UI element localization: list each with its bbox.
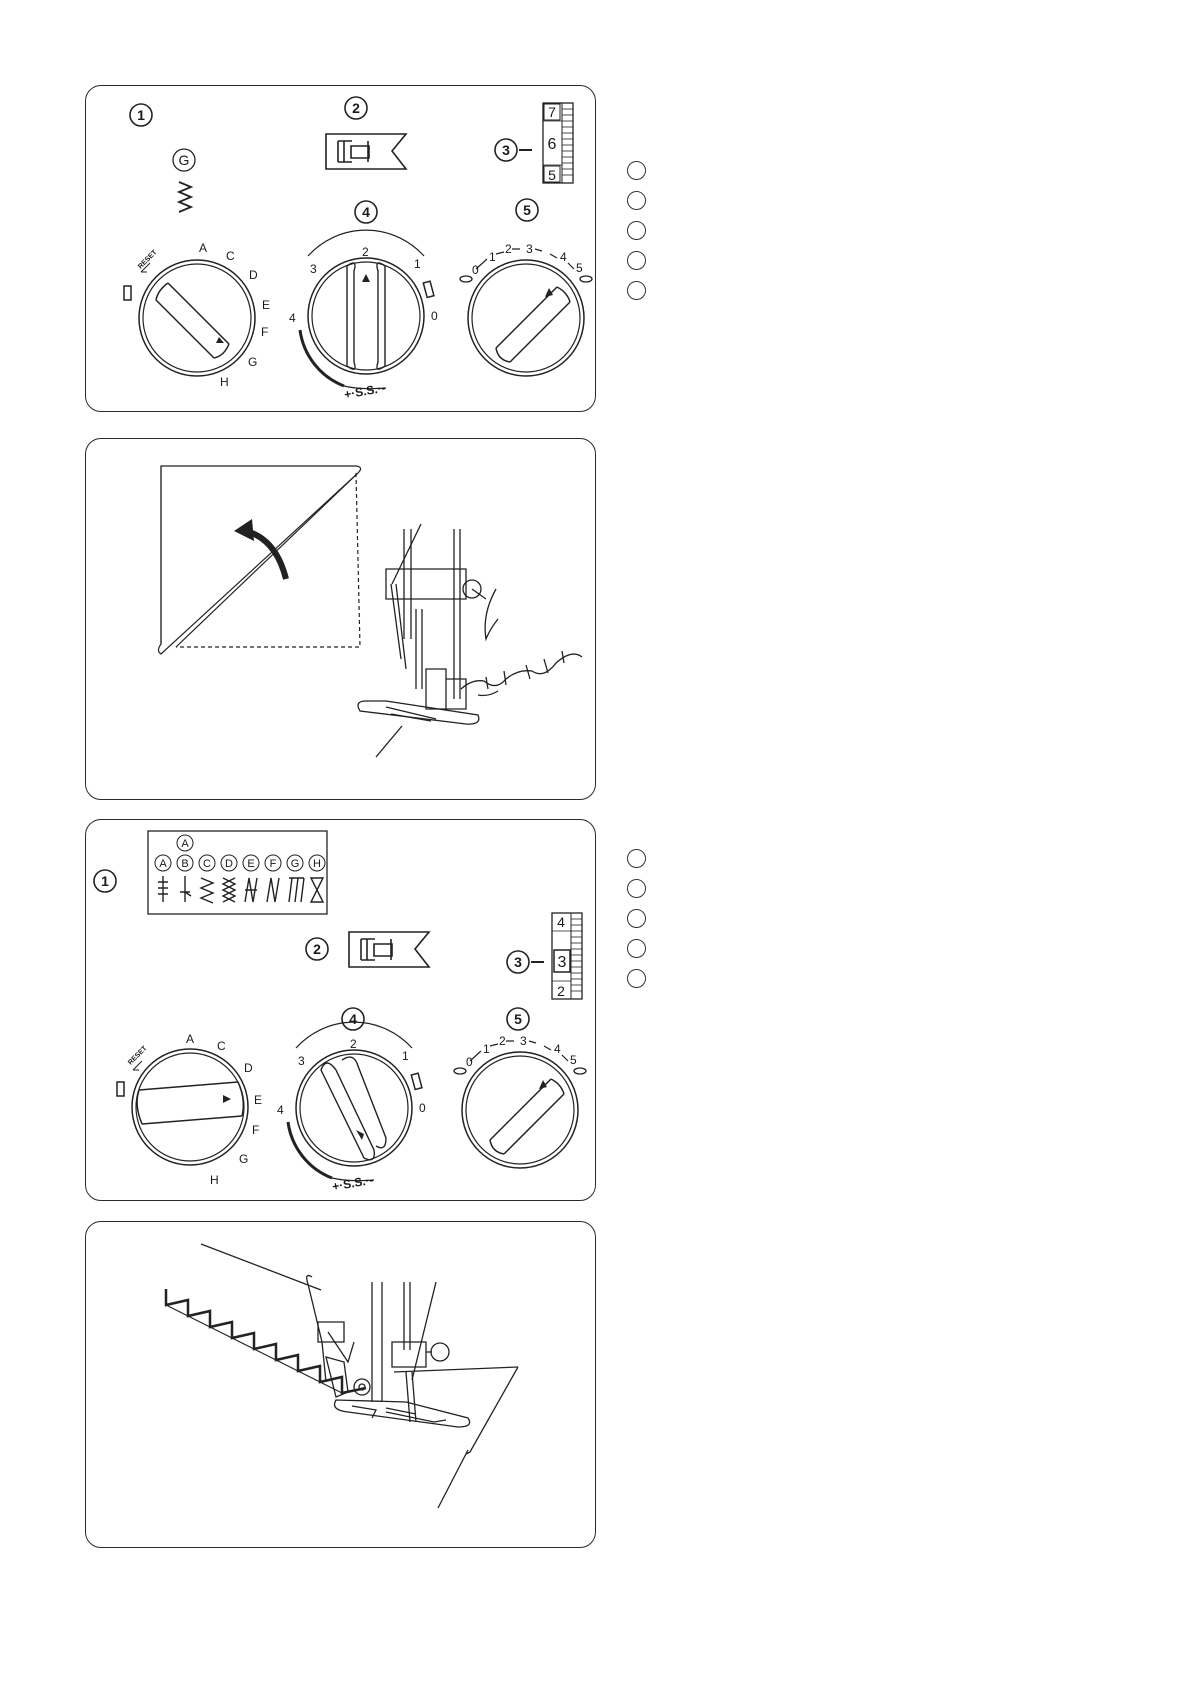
svg-text:G: G: [290, 858, 300, 870]
callout-4: [342, 1008, 364, 1030]
presser-foot-sewing-icon: [358, 524, 582, 757]
svg-text:F: F: [252, 1123, 260, 1137]
side-callout: [627, 969, 646, 988]
svg-text:G: G: [248, 355, 258, 369]
svg-text:4: 4: [277, 1103, 284, 1117]
settings-diagram-2: [86, 820, 597, 1202]
svg-text:3: 3: [298, 1054, 305, 1068]
settings-diagram-1: [86, 86, 597, 413]
callout-1: [94, 870, 116, 892]
svg-text:4: 4: [289, 311, 296, 325]
svg-text:3: 3: [557, 954, 567, 971]
svg-text:A: A: [186, 1032, 195, 1046]
stitch-width-dial: [277, 1022, 426, 1194]
callout-4: [355, 201, 377, 223]
svg-text:3: 3: [310, 262, 317, 276]
svg-text:3: 3: [514, 954, 522, 970]
svg-text:D: D: [244, 1061, 253, 1075]
svg-text:6: 6: [547, 136, 557, 153]
side-callout: [627, 939, 646, 958]
side-callout-list-1: [627, 161, 646, 311]
svg-text:4: 4: [560, 250, 567, 264]
callout-2: [306, 938, 328, 960]
svg-text:4: 4: [557, 914, 565, 930]
svg-text:1: 1: [414, 257, 421, 271]
side-callout: [627, 909, 646, 928]
svg-text:E: E: [247, 858, 255, 870]
svg-text:+·S.S.·-: +·S.S.·-: [331, 1172, 375, 1194]
pattern-chart: [148, 831, 327, 914]
svg-text:C: C: [203, 858, 211, 870]
svg-text:2: 2: [499, 1034, 506, 1048]
pattern-selector-dial: [124, 241, 270, 389]
side-callout: [627, 281, 646, 300]
stitch-length-dial: [543, 103, 573, 183]
svg-text:4: 4: [349, 1011, 357, 1027]
settings-panel-pattern-chart: [85, 819, 596, 1201]
pattern-indicator: [173, 149, 195, 212]
svg-text:2: 2: [352, 100, 360, 116]
illustration-panel-zigzag-edge: [85, 1221, 596, 1548]
svg-text:C: C: [217, 1039, 226, 1053]
svg-text:1: 1: [101, 873, 109, 889]
svg-text:H: H: [220, 375, 229, 389]
tension-dial: [460, 242, 592, 376]
folded-fabric: [159, 466, 361, 654]
svg-text:0: 0: [419, 1101, 426, 1115]
side-callout: [627, 849, 646, 868]
svg-text:A: A: [159, 858, 167, 870]
svg-text:RESET: RESET: [137, 249, 159, 271]
svg-text:A: A: [199, 241, 208, 255]
callout-1: [130, 104, 152, 126]
svg-text:5: 5: [576, 261, 583, 275]
svg-text:0: 0: [466, 1055, 473, 1069]
stitch-length-dial: [552, 913, 582, 999]
svg-text:E: E: [254, 1093, 263, 1107]
svg-text:5: 5: [514, 1011, 522, 1027]
svg-text:1: 1: [483, 1042, 490, 1056]
svg-text:4: 4: [554, 1042, 561, 1056]
svg-text:2: 2: [362, 245, 369, 259]
svg-text:3: 3: [526, 242, 533, 256]
svg-text:+·S.S.·-: +·S.S.·-: [343, 380, 387, 402]
svg-text:0: 0: [472, 263, 479, 277]
side-callout: [627, 221, 646, 240]
zigzag-edge-illustration: [86, 1222, 597, 1549]
callout-5: [507, 1008, 529, 1030]
svg-text:2: 2: [313, 941, 321, 957]
svg-text:2: 2: [505, 242, 512, 256]
svg-text:0: 0: [431, 309, 438, 323]
svg-text:B: B: [181, 858, 189, 870]
svg-text:7: 7: [548, 104, 556, 120]
settings-panel-pattern-g: [85, 85, 596, 412]
presser-foot-sewing-icon: [307, 1276, 470, 1427]
side-callout: [627, 879, 646, 898]
svg-text:F: F: [261, 325, 269, 339]
svg-text:5: 5: [570, 1053, 577, 1067]
svg-text:1: 1: [137, 107, 145, 123]
svg-text:H: H: [210, 1173, 219, 1187]
svg-text:3: 3: [520, 1034, 527, 1048]
svg-text:1: 1: [489, 250, 496, 264]
svg-text:2: 2: [557, 983, 565, 999]
side-callout-list-2: [627, 849, 646, 999]
svg-text:5: 5: [523, 202, 531, 218]
callout-3: [507, 951, 544, 973]
stitch-width-dial: [289, 230, 438, 402]
svg-text:F: F: [269, 858, 277, 870]
pattern-selector-dial: [117, 1032, 262, 1187]
svg-text:3: 3: [502, 142, 510, 158]
callout-3: [495, 139, 532, 161]
side-callout: [627, 191, 646, 210]
svg-text:G: G: [178, 152, 190, 168]
svg-text:H: H: [313, 858, 321, 870]
svg-text:C: C: [226, 249, 235, 263]
svg-text:E: E: [262, 298, 271, 312]
svg-text:4: 4: [362, 204, 370, 220]
zigzag-stitch-line: [166, 1289, 366, 1393]
side-callout: [627, 161, 646, 180]
svg-text:D: D: [225, 858, 233, 870]
fabric-edge: [201, 1244, 518, 1508]
svg-text:RESET: RESET: [127, 1045, 149, 1067]
svg-text:A: A: [181, 838, 189, 850]
svg-text:1: 1: [402, 1049, 409, 1063]
callout-2: [345, 97, 367, 119]
fold-and-sew-illustration: [86, 439, 597, 801]
svg-text:G: G: [239, 1152, 249, 1166]
illustration-panel-fold-and-sew: [85, 438, 596, 800]
tension-dial: [454, 1034, 586, 1168]
svg-text:5: 5: [548, 167, 556, 183]
svg-text:2: 2: [350, 1037, 357, 1051]
side-callout: [627, 251, 646, 270]
callout-5: [516, 199, 538, 221]
presser-foot-icon: [349, 932, 429, 967]
presser-foot-icon: [326, 134, 406, 169]
svg-text:D: D: [249, 268, 258, 282]
